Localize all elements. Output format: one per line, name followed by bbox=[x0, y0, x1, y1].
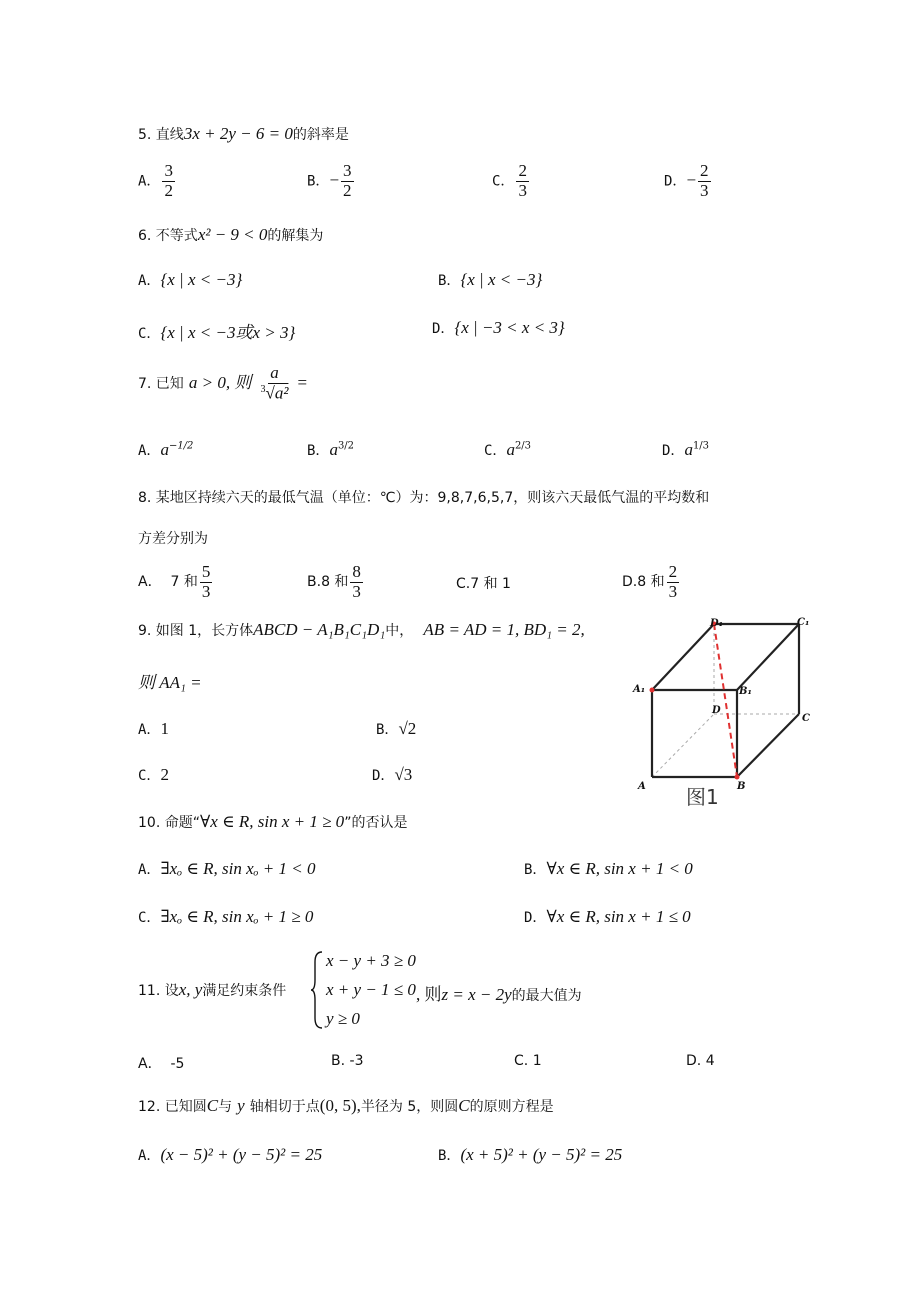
q9-option-a: A．1 bbox=[138, 719, 169, 738]
q5-expr: 3x + 2y − 6 = 0 bbox=[183, 124, 293, 143]
label-a: A bbox=[638, 781, 646, 792]
q6-option-a: A．{x | x < −3} bbox=[138, 270, 243, 289]
q6-option-c: C．{x | x < −3或x > 3} bbox=[138, 323, 296, 342]
q11-option-c: C. 1 bbox=[514, 1053, 542, 1069]
q9-option-c: C．2 bbox=[138, 765, 169, 784]
constraint-3: y ≥ 0 bbox=[326, 1009, 360, 1028]
q5-option-a: A． $\frac{3}{2}$ bbox=[138, 161, 173, 200]
label-a1: A₁ bbox=[633, 684, 646, 695]
q12-option-a: A．(x − 5)² + (y − 5)² = 25 bbox=[138, 1145, 323, 1164]
figure-caption: 图1 bbox=[686, 785, 719, 809]
question-8-line1: 8. 某地区持续六天的最低气温（单位：℃）为：9,8,7,6,5,7，则该六天最低气温的平均数和 bbox=[138, 490, 710, 506]
label-b1: B₁ bbox=[739, 686, 752, 697]
constraint-brace bbox=[310, 950, 324, 1030]
q11-option-a: A． -5 bbox=[138, 1056, 185, 1072]
q7-option-c: C．$a^{2/3}$ bbox=[484, 440, 532, 459]
q8-option-d: D.8 和 $\frac{2}{3}$ bbox=[622, 562, 678, 601]
q5-suffix: 的斜率是 bbox=[292, 127, 349, 143]
q5-option-c: C． $\frac{2}{3}$ bbox=[492, 161, 527, 200]
question-5-stem bbox=[138, 124, 349, 144]
question-12-stem: 12. 已知圆C与 y 轴相切于点(0, 5),半径为 5，则圆C的原则方程是 bbox=[138, 1096, 554, 1115]
q10-option-b: B．∀x ∈ R, sin x + 1 < 0 bbox=[524, 859, 693, 878]
constraint-1: x − y + 3 ≥ 0 bbox=[326, 951, 416, 970]
label-d1: D₁ bbox=[710, 618, 724, 629]
label-d: D bbox=[712, 705, 721, 716]
q6-option-b: B．{x | x < −3} bbox=[438, 270, 543, 289]
q9-option-b: B．√2 bbox=[376, 719, 417, 738]
cuboid-figure bbox=[624, 612, 824, 812]
q8-option-a: A． 7 和 $\frac{5}{3}$ bbox=[138, 562, 211, 601]
question-10-stem: 10. 命题“∀x ∈ R, sin x + 1 ≥ 0”的否认是 bbox=[138, 812, 408, 831]
label-b: B bbox=[737, 781, 746, 792]
question-11-stem-right: , 则z = x − 2y的最大值为 bbox=[416, 985, 582, 1004]
label-c1: C₁ bbox=[797, 617, 810, 628]
question-9-stem: 9. 如图 1，长方体ABCD − A₁B₁C₁D₁中， AB = AD = 1, BD₁ = 2, bbox=[138, 620, 585, 639]
question-11-stem-left: 11. 设x, y满足约束条件 bbox=[138, 980, 287, 999]
constraint-2: x + y − 1 ≤ 0 bbox=[326, 980, 416, 999]
q6-option-d: D．{x | −3 < x < 3} bbox=[432, 318, 565, 337]
question-8-line2: 方差分别为 bbox=[138, 531, 208, 547]
q8-option-c: C.7 和 1 bbox=[456, 576, 511, 592]
q11-option-b: B. -3 bbox=[331, 1053, 364, 1069]
diagonal-bd1 bbox=[714, 624, 737, 777]
q7-option-d: D．$a^{1/3}$ bbox=[662, 440, 710, 459]
q12-option-b: B．(x + 5)² + (y − 5)² = 25 bbox=[438, 1145, 623, 1164]
q5-option-d: D．− $\frac{2}{3}$ bbox=[664, 161, 709, 200]
q10-option-c: C．∃xₒ ∈ R, sin xₒ + 1 ≥ 0 bbox=[138, 907, 314, 926]
q5-option-b: B．− $\frac{3}{2}$ bbox=[307, 161, 352, 200]
q11-option-d: D. 4 bbox=[686, 1053, 715, 1069]
question-7-stem: 7. 已知 a > 0, 则 $\frac{a}{^3√a^2}$ = bbox=[138, 363, 308, 403]
q8-option-b: B.8 和 $\frac{8}{3}$ bbox=[307, 562, 361, 601]
q10-option-a: A．∃xₒ ∈ R, sin xₒ + 1 < 0 bbox=[138, 859, 316, 878]
q7-option-a: A．$a^{-1/2}$ bbox=[138, 440, 194, 459]
label-c: C bbox=[802, 713, 810, 724]
question-9-line2: 则 AA₁ = bbox=[138, 673, 202, 692]
q7-option-b: B．$a^{3/2}$ bbox=[307, 440, 355, 459]
q9-option-d: D．√3 bbox=[372, 765, 413, 784]
question-6-stem: 6. 不等式x² − 9 < 0的解集为 bbox=[138, 225, 324, 244]
q5-prefix: 5. 直线 bbox=[138, 127, 184, 143]
q10-option-d: D．∀x ∈ R, sin x + 1 ≤ 0 bbox=[524, 907, 691, 926]
